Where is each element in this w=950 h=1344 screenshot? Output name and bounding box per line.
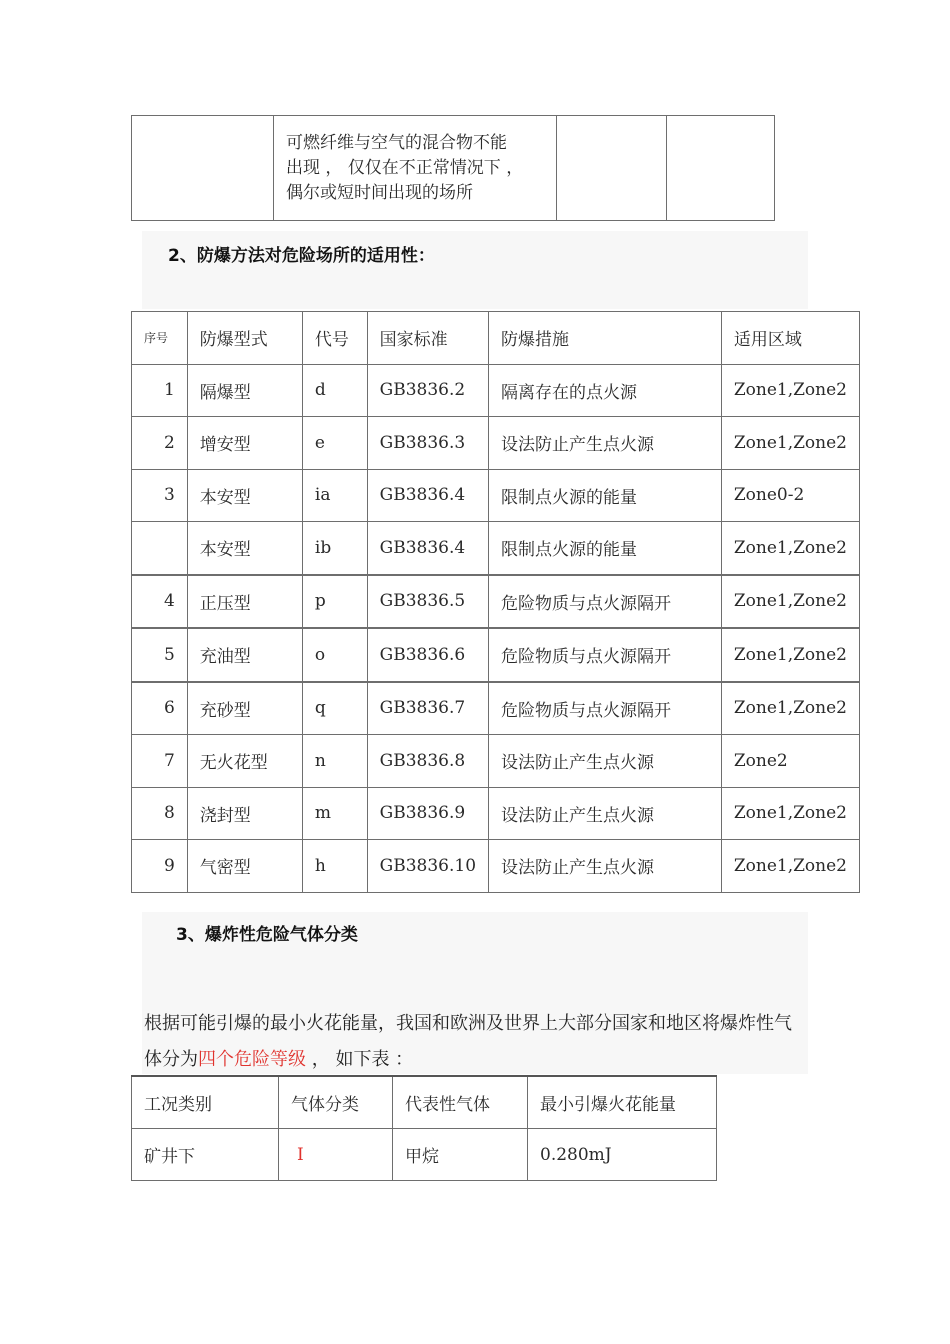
cell-type: 本安型 [187, 469, 302, 522]
cell-code: ia [302, 469, 367, 522]
cell-seq: 4 [132, 575, 188, 629]
cell-measure: 限制点火源的能量 [489, 522, 722, 575]
cell-code: ib [302, 522, 367, 575]
table-cell [132, 116, 274, 221]
cell-zone: Zone1,Zone2 [721, 364, 859, 417]
table-row [132, 522, 860, 575]
col-header-seq: 序号 [132, 312, 188, 365]
cell-representative-gas: 甲烷 [393, 1129, 528, 1181]
cell-zone: Zone1,Zone2 [721, 522, 859, 575]
cell-code: h [302, 840, 367, 893]
cell-code: d [302, 364, 367, 417]
col-header-condition: 工况类别 [132, 1076, 279, 1129]
cell-code: n [302, 735, 367, 788]
description-line: 偶尔或短时间出现的场所 [286, 182, 473, 203]
cell-seq: 1 [132, 364, 188, 417]
cell-zone: Zone1,Zone2 [721, 682, 859, 735]
table-row [132, 417, 860, 470]
cell-standard: GB3836.3 [367, 417, 488, 470]
cell-seq: 6 [132, 682, 188, 735]
table-row [132, 469, 860, 522]
cell-code: m [302, 787, 367, 840]
cell-type: 充砂型 [187, 682, 302, 735]
cell-standard: GB3836.10 [367, 840, 488, 893]
col-header-gas-class: 气体分类 [279, 1076, 393, 1129]
cell-type: 正压型 [187, 575, 302, 629]
cell-seq: 9 [132, 840, 188, 893]
cell-seq [132, 522, 188, 575]
table-cell [667, 116, 775, 221]
table-row [132, 628, 860, 682]
cell-measure: 危险物质与点火源隔开 [489, 575, 722, 629]
section-2-heading: 2、防爆方法对危险场所的适用性： [168, 246, 435, 266]
table-header-row [132, 312, 860, 365]
col-header-standard: 国家标准 [367, 312, 488, 365]
table-cell [557, 116, 667, 221]
table-row [132, 116, 775, 221]
explosion-protection-methods-table [131, 311, 860, 893]
cell-type: 充油型 [187, 628, 302, 682]
intro-text-end: ， 如下表 ： [306, 1049, 414, 1070]
cell-seq: 8 [132, 787, 188, 840]
col-header-min-ignition-energy: 最小引爆火花能量 [528, 1076, 717, 1129]
description-line: 可燃纤维与空气的混合物不能 [286, 132, 507, 153]
cell-type: 隔爆型 [187, 364, 302, 417]
cell-standard: GB3836.8 [367, 735, 488, 788]
cell-standard: GB3836.2 [367, 364, 488, 417]
cell-code: o [302, 628, 367, 682]
table-row [132, 364, 860, 417]
col-header-type: 防爆型式 [187, 312, 302, 365]
cell-zone: Zone1,Zone2 [721, 840, 859, 893]
cell-code: q [302, 682, 367, 735]
cell-measure: 危险物质与点火源隔开 [489, 682, 722, 735]
cell-type: 增安型 [187, 417, 302, 470]
table-row [132, 1129, 717, 1181]
danger-levels-highlight: 四个危险等级 [198, 1049, 306, 1070]
table-row [132, 840, 860, 893]
table-row [132, 682, 860, 735]
cell-zone: Zone1,Zone2 [721, 787, 859, 840]
zone-description-cell [274, 116, 557, 221]
cell-min-ignition-energy: 0.280mJ [528, 1129, 717, 1181]
cell-standard: GB3836.4 [367, 469, 488, 522]
cell-seq: 2 [132, 417, 188, 470]
cell-measure: 隔离存在的点火源 [489, 364, 722, 417]
cell-type: 浇封型 [187, 787, 302, 840]
table-row [132, 735, 860, 788]
cell-condition: 矿井下 [132, 1129, 279, 1181]
intro-paragraph [144, 1006, 804, 1078]
cell-seq: 5 [132, 628, 188, 682]
cell-standard: GB3836.9 [367, 787, 488, 840]
cell-standard: GB3836.4 [367, 522, 488, 575]
cell-type: 气密型 [187, 840, 302, 893]
cell-seq: 3 [132, 469, 188, 522]
cell-zone: Zone1,Zone2 [721, 575, 859, 629]
col-header-code: 代号 [302, 312, 367, 365]
cell-code: e [302, 417, 367, 470]
cell-measure: 设法防止产生点火源 [489, 840, 722, 893]
cell-standard: GB3836.6 [367, 628, 488, 682]
intro-text: 根据可能引爆的最小火花能量，我国和欧洲及世界上大部分国家和地区将爆炸性气体分为 [144, 1013, 792, 1070]
table-row [132, 787, 860, 840]
cell-zone: Zone1,Zone2 [721, 628, 859, 682]
section-3-heading: 3、爆炸性危险气体分类 [176, 925, 358, 945]
cell-zone: Zone1,Zone2 [721, 417, 859, 470]
cell-type: 本安型 [187, 522, 302, 575]
cell-measure: 限制点火源的能量 [489, 469, 722, 522]
table-row [132, 575, 860, 629]
col-header-zone: 适用区域 [721, 312, 859, 365]
col-header-representative-gas: 代表性气体 [393, 1076, 528, 1129]
cell-measure: 危险物质与点火源隔开 [489, 628, 722, 682]
gas-classification-table [131, 1075, 717, 1181]
cell-measure: 设法防止产生点火源 [489, 417, 722, 470]
table-header-row [132, 1076, 717, 1129]
cell-zone: Zone2 [721, 735, 859, 788]
description-line: 出现 ， 仅仅在不正常情况下 ， [286, 157, 524, 178]
col-header-measure: 防爆措施 [489, 312, 722, 365]
zone-description-table [131, 115, 775, 221]
cell-measure: 设法防止产生点火源 [489, 787, 722, 840]
cell-standard: GB3836.5 [367, 575, 488, 629]
cell-type: 无火花型 [187, 735, 302, 788]
cell-seq: 7 [132, 735, 188, 788]
cell-zone: Zone0-2 [721, 469, 859, 522]
cell-code: p [302, 575, 367, 629]
cell-measure: 设法防止产生点火源 [489, 735, 722, 788]
cell-standard: GB3836.7 [367, 682, 488, 735]
cell-gas-class: I [279, 1129, 393, 1181]
